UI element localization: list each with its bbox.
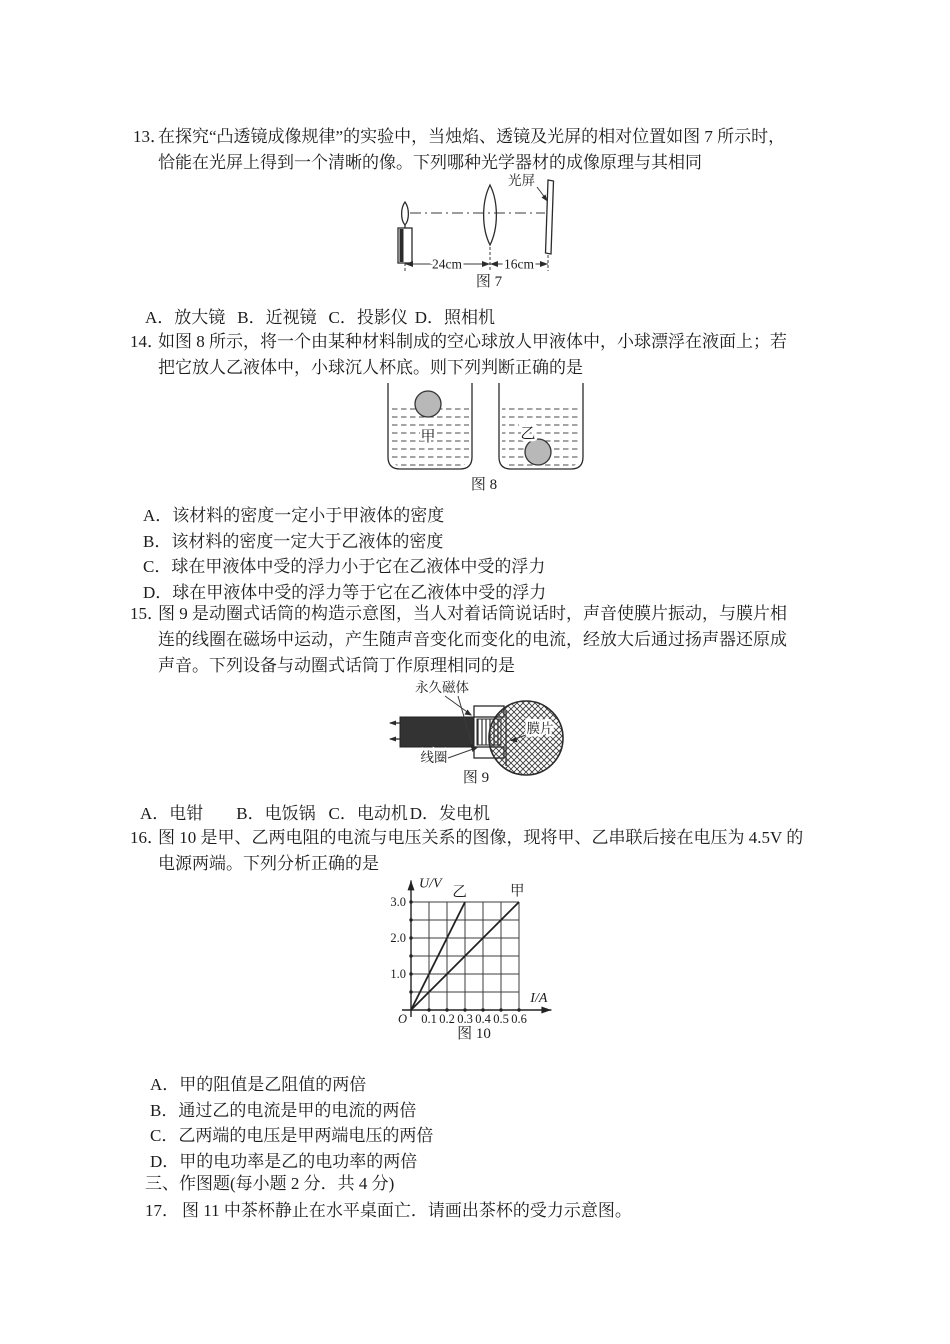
microphone-handle (400, 717, 474, 747)
chart-series-label: 乙 (452, 884, 467, 901)
chart-y-axis-label: U/V (419, 876, 442, 892)
option-15-d: D．发电机 (409, 804, 491, 823)
option-13-a: A．放大镜 (145, 308, 226, 327)
chart-x-tick-label: 0.5 (493, 1012, 509, 1026)
dim-arrow-left-2 (490, 261, 498, 267)
option-16-a: A．甲的阻值是乙阻值的两倍 (150, 1075, 367, 1094)
question-16 (130, 825, 803, 877)
question-17-text: 图 11 中茶杯静止在水平桌面亡．请画出茶杯的受力示意图。 (182, 1201, 632, 1220)
dim-arrow-right-2 (540, 261, 548, 267)
lead-arrow-top (389, 721, 396, 726)
chart-y-tick-label: 1.0 (390, 967, 406, 981)
option-15-a: A．电钳 (140, 804, 204, 823)
question-16-text-line1: 图 10 是甲、乙两电阻的电流与电压关系的图像，现将甲、乙串联后接在电压为 4.5V 的 (158, 828, 804, 847)
chart-series-label: 甲 (509, 883, 525, 900)
chart-y-tick-label: 3.0 (390, 895, 406, 909)
question-15 (130, 601, 787, 679)
option-14-d: D．球在甲液体中受的浮力等于它在乙液体中受的浮力 (143, 582, 547, 602)
section-3-heading: 三、作图题(每小题 2 分．共 4 分) (145, 1174, 395, 1193)
figure-10-chart (390, 872, 610, 1044)
question-13-text-line1: 在探究“凸透镜成像规律”的实验中，当烛焰、透镜及光屏的相对位置如图 7 所示时， (158, 127, 786, 146)
dim-arrow-left-1 (405, 261, 413, 267)
chart-x-tick-label: 0.6 (511, 1012, 527, 1026)
question-15-text-line1: 图 9 是动圈式话筒的构造示意图，当人对着话筒说话时，声音使膜片振动，与膜片相 (158, 604, 787, 623)
figure-8-drawing (383, 381, 588, 493)
question-14-text-line1: 如图 8 所示，将一个由某种材料制成的空心球放人甲液体中，小球漂浮在液面上；若 (158, 332, 787, 351)
question-13-text-line2: 恰能在光屏上得到一个清晰的像。下列哪种光学器材的成像原理与其相同 (158, 153, 702, 172)
beaker-left-label: 甲 (420, 429, 436, 445)
figure-7-drawing (385, 170, 655, 294)
screen-label-arrowhead (542, 195, 548, 202)
beaker-right-label: 乙 (520, 426, 536, 442)
option-14-a: A．该材料的密度一定小于甲液体的密度 (143, 506, 445, 525)
screen-label: 光屏 (508, 173, 535, 188)
chart-x-axis-label: I/A (530, 991, 548, 1006)
question-14 (130, 329, 787, 381)
question-16-text-line2: 电源两端。下列分析正确的是 (158, 854, 379, 873)
ball-sunk (525, 439, 551, 465)
convex-lens (484, 185, 497, 245)
candle-body-shading (400, 229, 404, 262)
question-14-number: 14． (130, 332, 164, 351)
option-14-b: B．该材料的密度一定大于乙液体的密度 (143, 531, 444, 551)
chart-y-tick-label: 2.0 (390, 931, 406, 945)
option-13-c: C．投影仪 (328, 308, 408, 327)
question-13-number: 13． (133, 127, 167, 146)
figure-7-caption: 图 7 (475, 274, 503, 290)
diaphragm-label: 膜片 (526, 721, 554, 736)
chart-x-tick-label: 0.2 (439, 1012, 455, 1026)
magnet-pointer-1 (445, 696, 470, 714)
chart-x-tick-label: 0.3 (457, 1012, 473, 1026)
light-screen (546, 180, 554, 254)
figure-7 (385, 170, 655, 294)
option-15-b: B．电饭锅 (236, 804, 316, 823)
option-16-b: B．通过乙的电流是甲的电流的两倍 (150, 1100, 417, 1120)
question-14-options (143, 503, 546, 605)
question-14-text-line2: 把它放人乙液体中，小球沉人杯底。则下列判断正确的是 (158, 358, 583, 377)
coil-label: 线圈 (420, 750, 448, 765)
option-15-c: C．电动机 (328, 804, 408, 823)
figure-9 (388, 676, 593, 790)
magnet-label: 永久磁体 (415, 680, 469, 695)
figure-9-caption: 图 9 (462, 770, 490, 786)
question-16-options (150, 1072, 433, 1174)
question-15-options (140, 801, 490, 827)
question-17 (145, 1198, 632, 1224)
chart-x-tick-label: 0.1 (421, 1012, 437, 1026)
option-13-d: D．照相机 (414, 308, 496, 327)
option-16-c: C．乙两端的电压是甲两端电压的两倍 (150, 1126, 434, 1146)
option-14-c: C．球在甲液体中受的浮力小于它在乙液体中受的浮力 (143, 557, 546, 577)
coil (477, 719, 501, 745)
ball-floating (415, 391, 441, 417)
chart-origin-label: O (398, 1012, 408, 1026)
question-15-text-line2: 连的线圈在磁场中运动，产生随声音变化而变化的电流，经放大后通过扬声器还原成 (158, 630, 787, 649)
question-17-number: 17． (145, 1201, 179, 1220)
chart-x-tick-label: 0.4 (475, 1012, 491, 1026)
question-15-number: 15． (130, 604, 164, 623)
option-16-d: D．甲的电功率是乙的电功率的两倍 (150, 1151, 418, 1171)
candle-flame (402, 202, 409, 225)
question-13-options (145, 305, 495, 331)
chart-x-axis-arrow (541, 1007, 551, 1014)
object-distance-label: 24cm (432, 256, 462, 272)
dim-arrow-right-1 (482, 261, 490, 267)
figure-10 (390, 872, 610, 1044)
option-13-b: B．近视镜 (237, 308, 317, 327)
figure-8-caption: 图 8 (470, 477, 498, 493)
question-13 (133, 124, 785, 176)
question-16-number: 16． (130, 828, 164, 847)
image-distance-label: 16cm (504, 256, 534, 272)
question-15-text-line3: 声音。下列设备与动圈式话筒丁作原理相同的是 (158, 656, 515, 675)
figure-8 (383, 381, 588, 493)
chart-y-axis-arrow (408, 880, 415, 890)
coil-pointer (448, 748, 476, 758)
lead-arrow-bottom (389, 737, 396, 742)
chart-caption: 图 10 (457, 1026, 491, 1042)
figure-9-drawing (388, 676, 593, 790)
